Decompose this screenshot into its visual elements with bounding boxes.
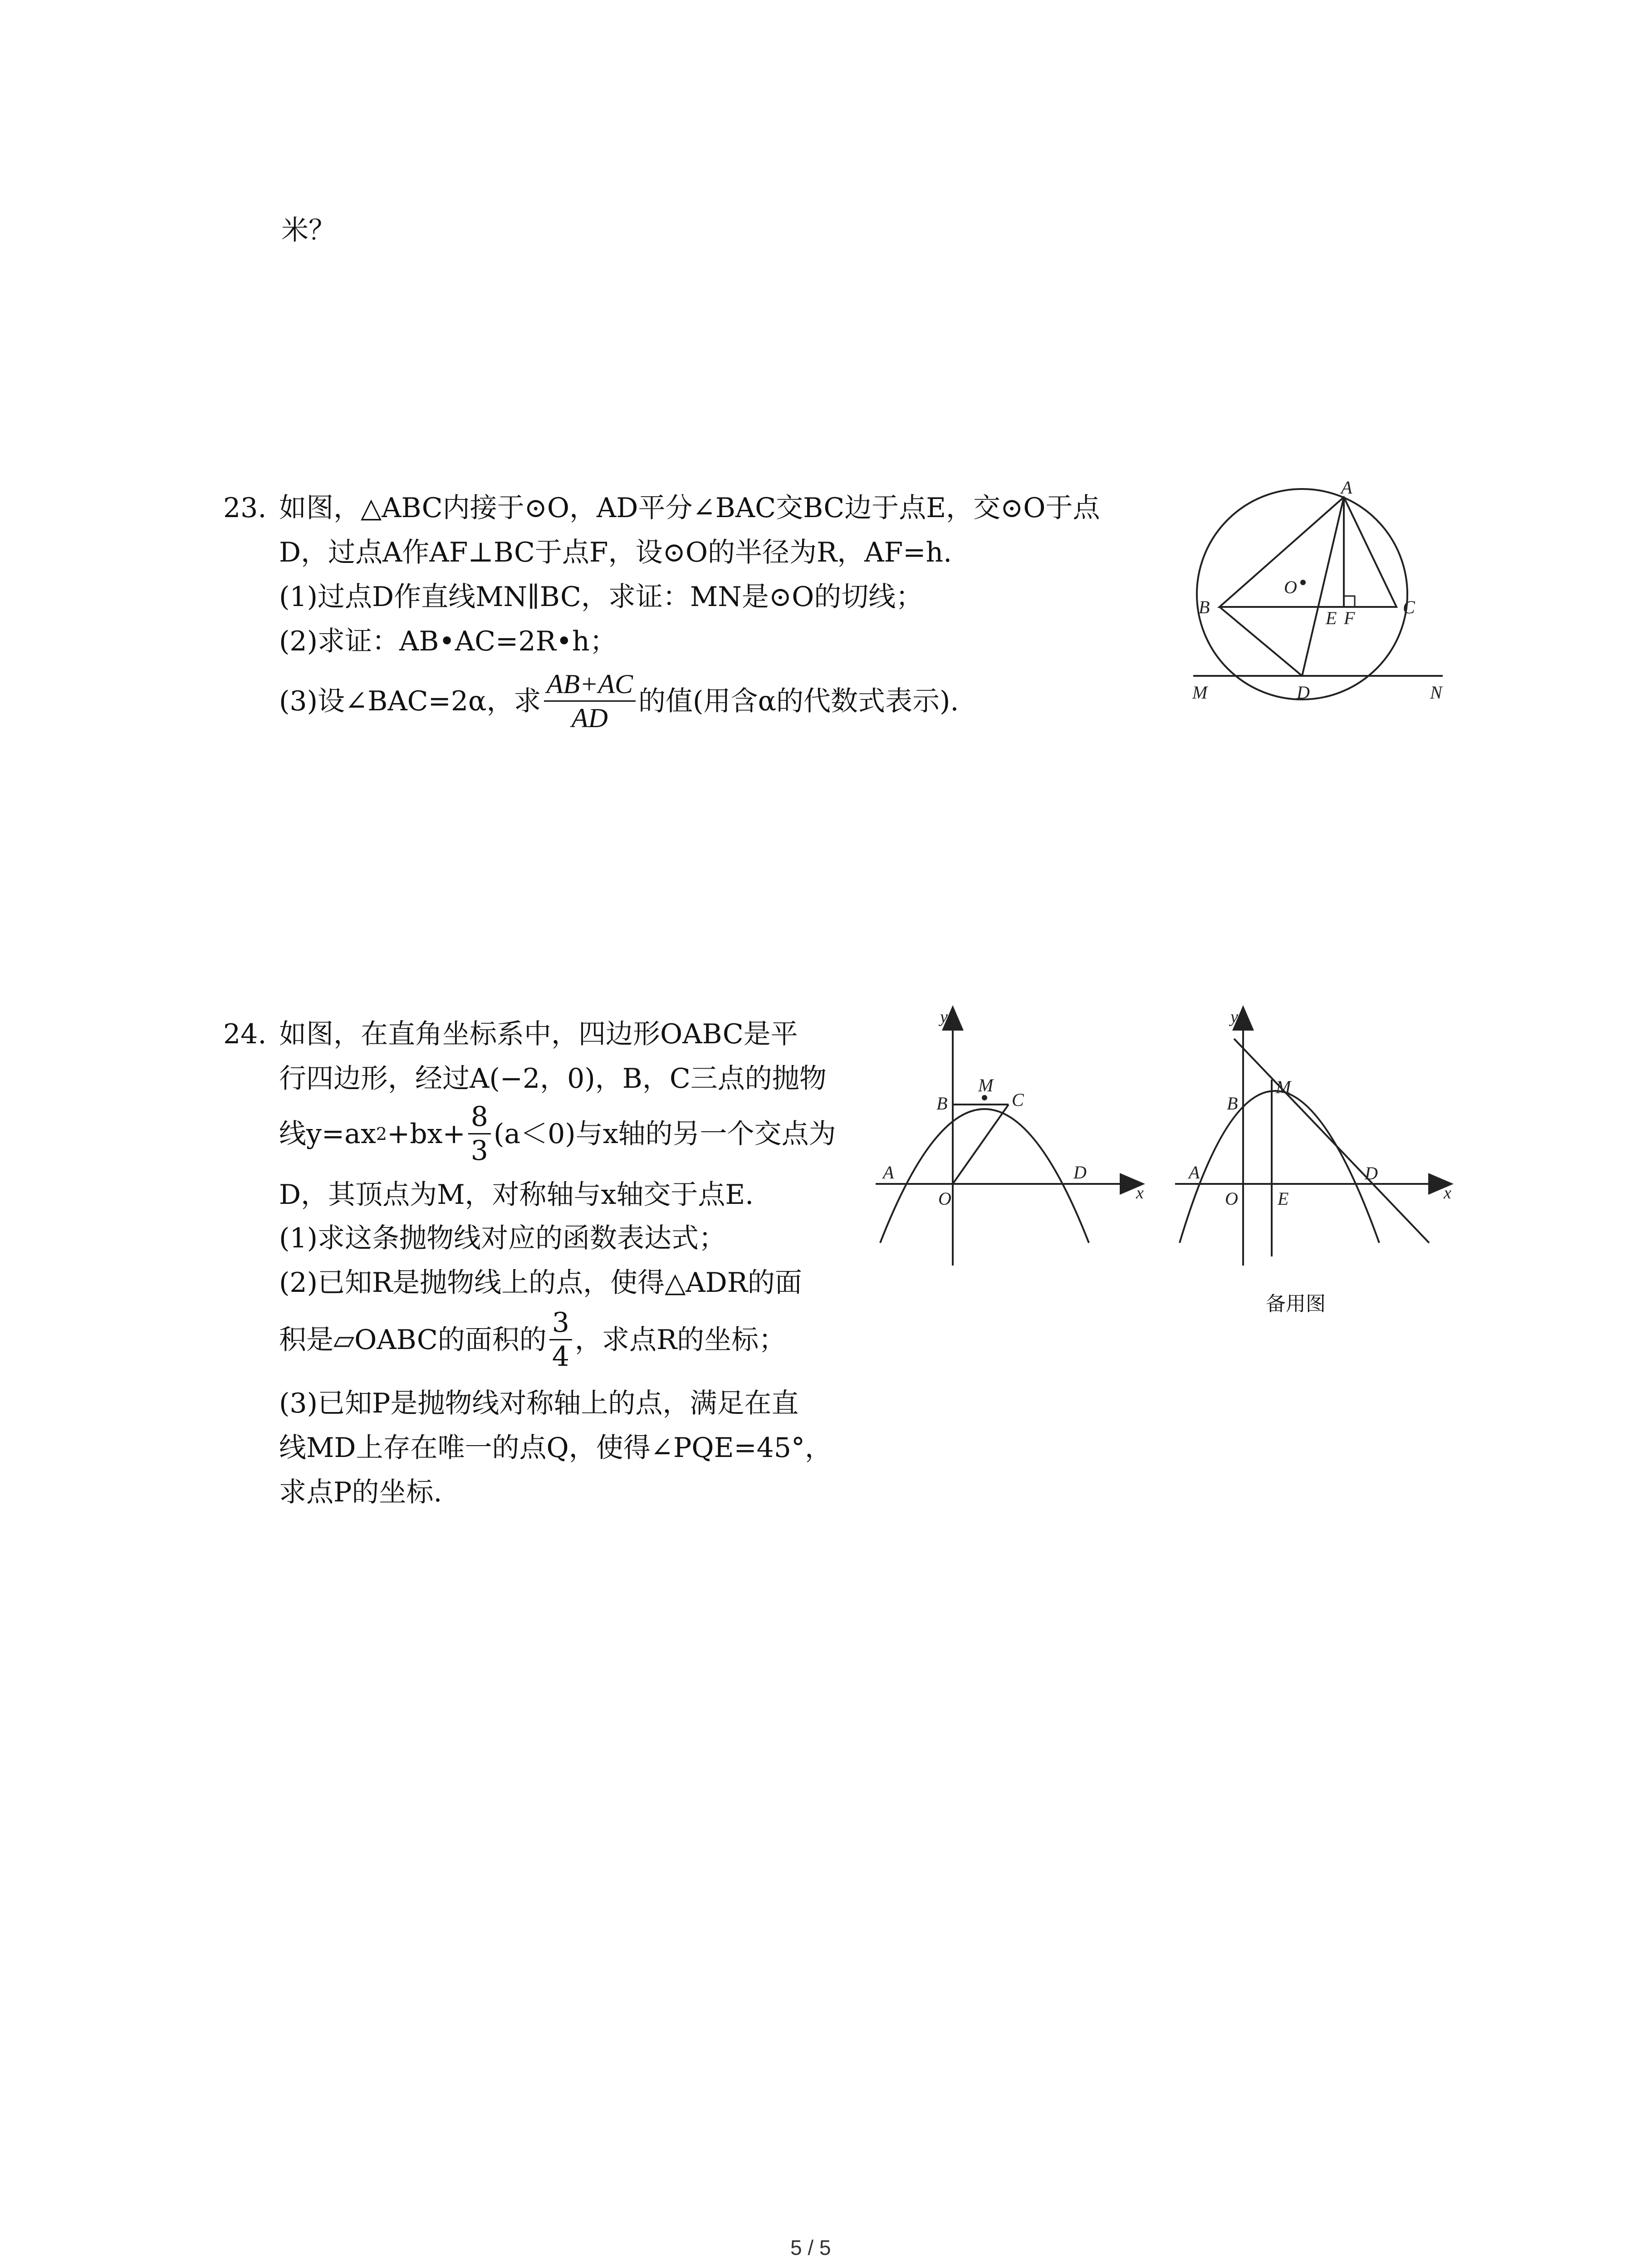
q24-line-3 [279,1101,836,1167]
q24-line-3-prefix: 线y=ax [279,1118,376,1150]
label-m: M [978,1075,994,1095]
continued-text: 米？ [281,215,336,246]
q23-fraction [544,670,636,732]
label-a: A [883,1162,894,1183]
q23-part-1: (1)过点D作直线MN∥BC，求证：MN是⊙O的切线； [279,581,923,613]
q24-fraction-8-3-denominator: 3 [470,1135,488,1167]
q24-line-3-suffix: (a＜0)与x轴的另一个交点为 [493,1118,836,1150]
label-c: C [1012,1090,1024,1110]
q24-part-3-line-3: 求点P的坐标. [279,1476,442,1508]
q24-exponent: 2 [376,1124,387,1144]
q23-part-3 [279,670,959,732]
backup-figure-caption: 备用图 [1266,1293,1326,1315]
q24-fraction-8-3 [468,1101,491,1167]
q23-number: 23. [223,492,267,524]
q23-fraction-numerator: AB+AC [544,670,636,702]
segment-bd [1220,607,1302,676]
q24-fraction-3-4-numerator: 3 [549,1309,572,1340]
label-o: O [1225,1188,1238,1209]
center-dot [1300,580,1306,585]
label-e: E [1278,1188,1289,1209]
q24-fraction-3-4-denominator: 4 [552,1341,569,1373]
axis-label-y: y [940,1007,948,1026]
label-d: D [1365,1163,1378,1183]
label-n: N [1430,682,1442,703]
label-b: B [1199,597,1210,617]
q24-fraction-8-3-numerator: 8 [468,1103,491,1134]
q24-part-2-cont [279,1307,786,1373]
q23-part-2: (2)求证：AB•AC=2R•h； [279,626,617,657]
q23-line-1: 如图，△ABC内接于⊙O，AD平分∠BAC交BC边于点E，交⊙O于点 [279,492,1100,524]
label-c: C [1403,597,1415,617]
label-o: O [938,1188,951,1209]
q23-part-3-suffix: 的值(用含α的代数式表示). [638,685,959,717]
label-o: O [1284,577,1297,597]
label-b: B [936,1093,948,1114]
q24-part-3-line-2: 线MD上存在唯一的点Q，使得∠PQE=45°， [279,1432,832,1464]
q23-part-3-prefix: (3)设∠BAC=2α，求 [279,685,541,717]
axis-label-y: y [1230,1007,1238,1026]
q24-number: 24. [223,1018,267,1050]
q24-line-4: D，其顶点为M，对称轴与x轴交于点E. [279,1179,754,1211]
label-m: M [1276,1077,1291,1097]
label-e: E [1326,608,1337,628]
q24-part-2-prefix: 积是▱OABC的面积的 [279,1324,547,1356]
line-md [1234,1039,1429,1243]
label-d: D [1073,1162,1087,1183]
q24-part-3: (3)已知P是抛物线对称轴上的点，满足在直 [279,1388,799,1419]
label-f: F [1344,608,1355,628]
q24-line-3-mid: +bx+ [387,1118,465,1150]
q23-fraction-denominator: AD [571,703,608,733]
q24-backup-figure [1166,1002,1461,1275]
parabola-curve [880,1109,1089,1243]
q24-part-1: (1)求这条抛物线对应的函数表达式； [279,1222,726,1254]
page-number: 5 / 5 [790,2236,831,2259]
segment-ad [1302,497,1344,676]
label-m: M [1192,682,1208,703]
q24-part-2-suffix: ，求点R的坐标； [574,1324,786,1356]
label-b: B [1227,1093,1238,1114]
q24-line-1: 如图，在直角坐标系中，四边形OABC是平 [279,1018,798,1050]
parabola-curve [1180,1091,1379,1243]
circle-o [1197,489,1407,699]
vertex-dot [982,1095,987,1100]
q24-fraction-3-4 [549,1307,572,1373]
q24-line-2: 行四边形，经过A(−2，0)，B，C三点的抛物 [279,1063,827,1095]
q24-part-2: (2)已知R是抛物线上的点，使得△ADR的面 [279,1267,802,1299]
q24-parabola-figure [862,1002,1157,1275]
label-a: A [1341,481,1352,498]
axis-label-x: x [1136,1183,1144,1202]
right-angle-mark [1344,596,1355,607]
axis-label-x: x [1444,1183,1451,1202]
q23-circle-figure [1180,481,1461,717]
q23-line-2: D，过点A作AF⊥BC于点F，设⊙O的半径为R，AF=h. [279,537,952,568]
label-d: D [1297,682,1310,703]
label-a: A [1189,1162,1200,1183]
